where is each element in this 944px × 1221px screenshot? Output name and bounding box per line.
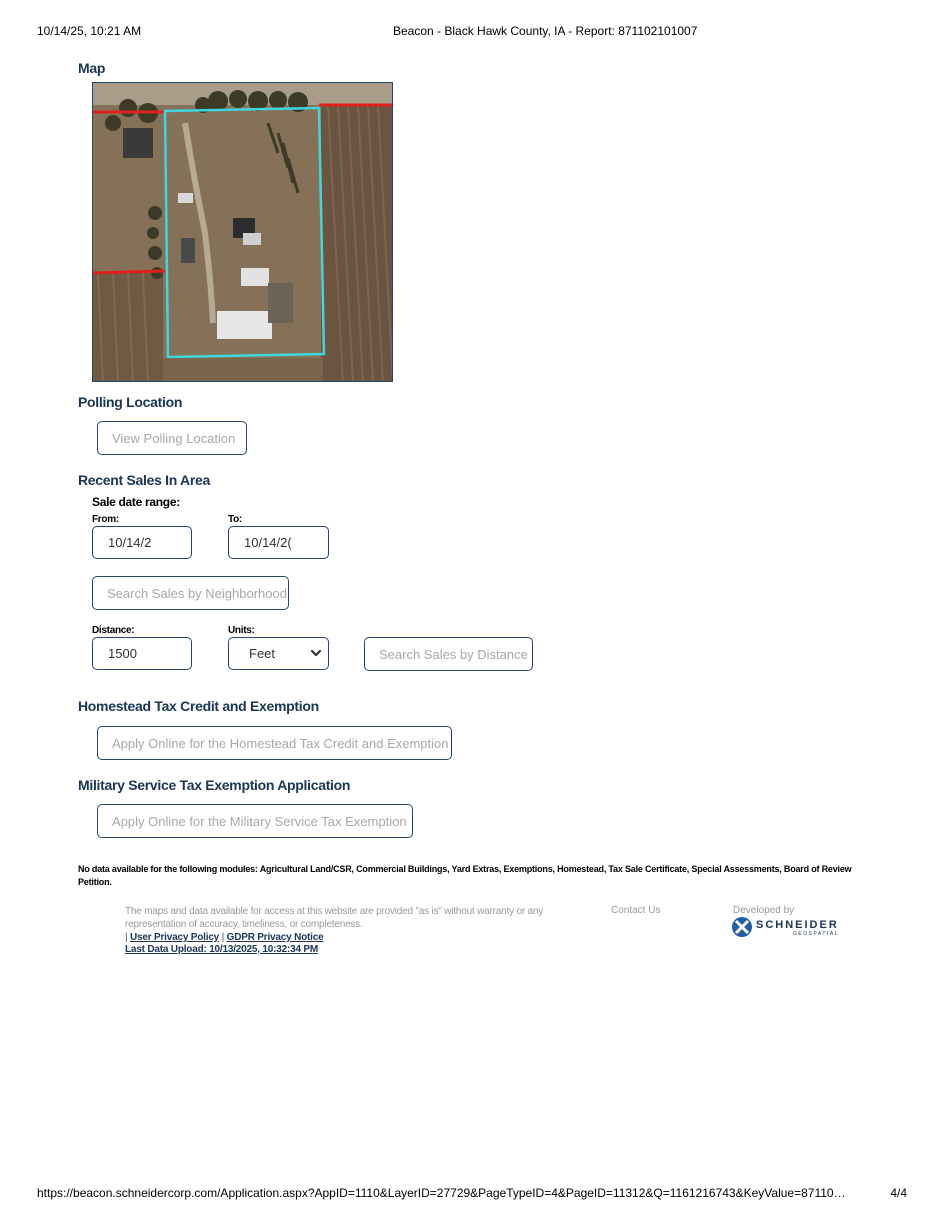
chevron-down-icon (310, 647, 322, 659)
recent-sales-section-title: Recent Sales In Area (78, 472, 210, 488)
last-data-upload-link[interactable]: Last Data Upload: 10/13/2025, 10:32:34 PM (125, 944, 319, 955)
print-title: Beacon - Black Hawk County, IA - Report: 871102101007 (393, 24, 698, 38)
developed-by-label: Developed by (733, 905, 795, 916)
sale-date-range-label: Sale date range: (92, 495, 180, 509)
footer-separator: | (221, 932, 225, 943)
schneider-logo-text: SCHNEIDER (756, 919, 839, 931)
apply-military-exemption-button[interactable]: Apply Online for the Military Service Tax Exemption (97, 804, 413, 838)
no-data-notice: No data available for the following modules: Agricultural Land/CSR, Commercial Buildings, Yard Extras, Exemptions, Homestead, Tax Sale Certificate, Special Assessments, Board of Review Petition. (78, 864, 852, 887)
units-select-value: Feet (249, 646, 276, 661)
units-label: Units: (228, 625, 255, 636)
footer-links (125, 931, 323, 944)
to-label: To: (228, 514, 242, 525)
schneider-logo-subtext: GEOSPATIAL (793, 931, 839, 937)
map-section-title: Map (78, 60, 106, 76)
units-select[interactable] (228, 637, 329, 670)
from-label: From: (92, 514, 119, 525)
print-header (37, 24, 907, 40)
print-datetime: 10/14/25, 10:21 AM (37, 24, 142, 38)
gdpr-privacy-notice-link[interactable]: GDPR Privacy Notice (226, 932, 324, 943)
search-sales-by-neighborhood-button[interactable]: Search Sales by Neighborhood (92, 576, 289, 610)
print-page-number: 4/4 (890, 1186, 907, 1200)
polling-section-title: Polling Location (78, 394, 183, 410)
military-section-title: Military Service Tax Exemption Application (78, 777, 351, 793)
from-date-input[interactable]: 10/14/2 (92, 526, 192, 559)
user-privacy-policy-link[interactable]: User Privacy Policy (130, 932, 220, 943)
apply-homestead-button[interactable]: Apply Online for the Homestead Tax Credit and Exemption (97, 726, 452, 760)
aerial-map-image (93, 83, 393, 382)
search-sales-by-distance-button[interactable]: Search Sales by Distance (364, 637, 533, 671)
aerial-map[interactable] (92, 82, 393, 382)
distance-label: Distance: (92, 625, 135, 636)
contact-us-link[interactable]: Contact Us (611, 905, 661, 916)
print-footer (37, 1186, 907, 1202)
homestead-section-title: Homestead Tax Credit and Exemption (78, 698, 319, 714)
print-url: https://beacon.schneidercorp.com/Application.aspx?AppID=1110&LayerID=27729&PageTypeID=4&PageID=11312&Q=1161216743&KeyValue=87110… (37, 1186, 846, 1200)
to-date-input[interactable]: 10/14/2( (228, 526, 329, 559)
footer-separator: | (125, 932, 128, 943)
view-polling-location-button[interactable]: View Polling Location (97, 421, 247, 455)
distance-input[interactable]: 1500 (92, 637, 192, 670)
schneider-logo[interactable] (731, 916, 851, 938)
footer-disclaimer: The maps and data available for access at this website are provided "as is" without warranty or any representation of accuracy, timeliness, or completeness. (125, 906, 544, 930)
schneider-logo-icon (731, 916, 753, 938)
